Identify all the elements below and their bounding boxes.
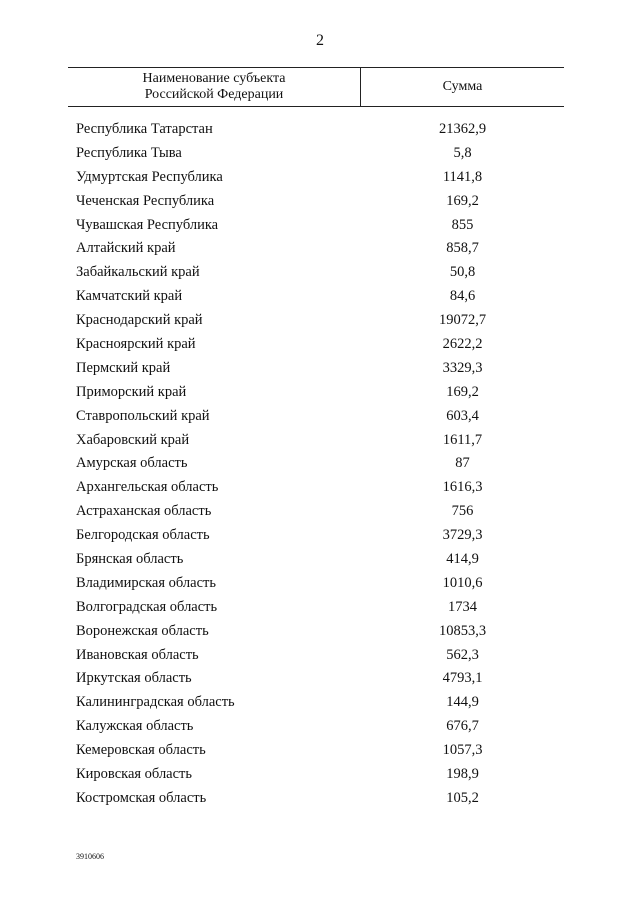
subject-name: Иркутская область bbox=[76, 670, 192, 687]
subject-name: Астраханская область bbox=[76, 503, 212, 520]
header-subject-name bbox=[68, 68, 360, 106]
table-row bbox=[0, 787, 640, 811]
subject-name: Забайкальский край bbox=[76, 264, 200, 281]
subject-name: Камчатский край bbox=[76, 288, 183, 305]
table-row bbox=[0, 261, 640, 285]
subject-amount: 5,8 bbox=[453, 144, 472, 161]
subject-name: Чувашская Республика bbox=[76, 216, 219, 233]
subject-name: Костромская область bbox=[76, 789, 207, 806]
table-row bbox=[0, 715, 640, 739]
subject-amount: 414,9 bbox=[446, 551, 479, 568]
subject-name: Кировская область bbox=[76, 766, 193, 783]
table-body bbox=[0, 118, 640, 811]
subject-name: Владимирская область bbox=[76, 574, 216, 591]
subject-amount: 19072,7 bbox=[438, 312, 487, 329]
table-row bbox=[0, 190, 640, 214]
subject-amount: 1010,6 bbox=[442, 574, 483, 591]
table-row bbox=[0, 548, 640, 572]
subject-name: Архангельская область bbox=[76, 479, 219, 496]
table-row bbox=[0, 381, 640, 405]
subject-amount: 3729,3 bbox=[442, 527, 483, 544]
subject-name: Краснодарский край bbox=[76, 312, 203, 329]
subject-amount: 84,6 bbox=[449, 288, 476, 305]
subject-name: Республика Тыва bbox=[76, 144, 182, 161]
subject-name: Чеченская Республика bbox=[76, 192, 215, 209]
subject-amount: 603,4 bbox=[446, 407, 479, 424]
subject-name: Пермский край bbox=[76, 359, 171, 376]
header-sum: Сумма bbox=[442, 79, 483, 94]
subject-amount: 105,2 bbox=[446, 789, 479, 806]
subject-name: Амурская область bbox=[76, 455, 188, 472]
subject-amount: 198,9 bbox=[446, 766, 479, 783]
subject-amount: 1057,3 bbox=[442, 742, 483, 759]
subject-name: Брянская область bbox=[76, 551, 184, 568]
subject-name: Красноярский край bbox=[76, 336, 196, 353]
subject-amount: 1611,7 bbox=[442, 431, 483, 448]
table-row bbox=[0, 166, 640, 190]
subject-amount: 169,2 bbox=[446, 192, 479, 209]
subject-amount: 676,7 bbox=[446, 718, 479, 735]
table-row bbox=[0, 285, 640, 309]
header-subject-name-line2: Российской Федерации bbox=[144, 87, 284, 102]
table-row bbox=[0, 739, 640, 763]
table-row bbox=[0, 405, 640, 429]
table-row bbox=[0, 691, 640, 715]
table-header bbox=[68, 67, 564, 107]
table-row bbox=[0, 667, 640, 691]
subject-name: Ставропольский край bbox=[76, 407, 210, 424]
subject-amount: 87 bbox=[455, 455, 470, 472]
subject-amount: 4793,1 bbox=[442, 670, 483, 687]
table-row bbox=[0, 476, 640, 500]
subject-amount: 50,8 bbox=[449, 264, 476, 281]
table-row bbox=[0, 620, 640, 644]
subject-name: Калининградская область bbox=[76, 694, 235, 711]
table-row bbox=[0, 644, 640, 668]
subject-amount: 1734 bbox=[448, 598, 477, 615]
table-row bbox=[0, 500, 640, 524]
table-row bbox=[0, 763, 640, 787]
table-row bbox=[0, 309, 640, 333]
table-row bbox=[0, 596, 640, 620]
page-number: 2 bbox=[316, 32, 324, 49]
document-code: 3910606 bbox=[76, 852, 104, 861]
table-row bbox=[0, 333, 640, 357]
table-row bbox=[0, 572, 640, 596]
table-row bbox=[0, 214, 640, 238]
subject-amount: 10853,3 bbox=[438, 622, 487, 639]
subject-name: Воронежская область bbox=[76, 622, 209, 639]
subject-amount: 21362,9 bbox=[438, 121, 487, 137]
subject-name: Кемеровская область bbox=[76, 742, 206, 759]
subject-name: Удмуртская Республика bbox=[76, 168, 223, 185]
subject-name: Алтайский край bbox=[76, 240, 176, 257]
table-row bbox=[0, 118, 640, 142]
subject-amount: 1141,8 bbox=[442, 168, 483, 185]
subject-name: Волгоградская область bbox=[76, 598, 218, 615]
subject-name: Республика Татарстан bbox=[76, 121, 213, 137]
subject-amount: 858,7 bbox=[446, 240, 479, 257]
subject-amount: 1616,3 bbox=[442, 479, 483, 496]
subject-amount: 2622,2 bbox=[442, 336, 483, 353]
subject-name: Калужская область bbox=[76, 718, 194, 735]
table-row bbox=[0, 452, 640, 476]
subject-amount: 756 bbox=[451, 503, 474, 520]
subject-name: Хабаровский край bbox=[76, 431, 190, 448]
subject-amount: 3329,3 bbox=[442, 359, 483, 376]
subject-name: Белгородская область bbox=[76, 527, 210, 544]
subject-name: Ивановская область bbox=[76, 646, 199, 663]
header-subject-name-line1: Наименование субъекта bbox=[142, 71, 286, 86]
table-row bbox=[0, 524, 640, 548]
subject-amount: 855 bbox=[451, 216, 474, 233]
table-row bbox=[0, 429, 640, 453]
subject-amount: 169,2 bbox=[446, 383, 479, 400]
table-row bbox=[0, 237, 640, 261]
subject-name: Приморский край bbox=[76, 383, 187, 400]
subject-amount: 562,3 bbox=[446, 646, 479, 663]
table-row bbox=[0, 357, 640, 381]
subject-amount: 144,9 bbox=[446, 694, 479, 711]
table-row bbox=[0, 142, 640, 166]
